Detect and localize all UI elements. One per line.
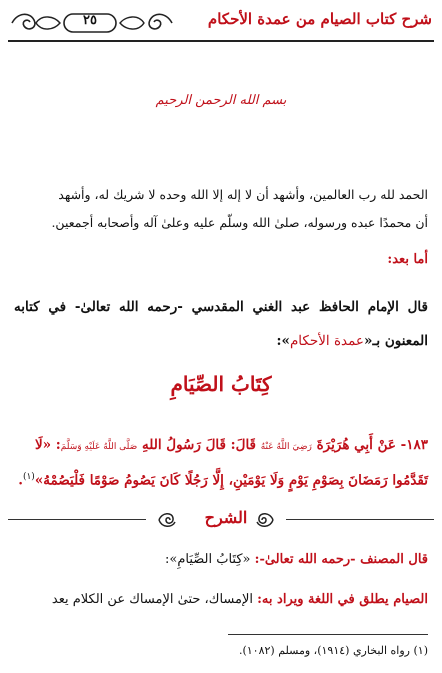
author-says: قال المصنف -رحمه الله تعالىٰ-: [254,552,428,567]
footnote-marker[interactable]: (١) [22,472,35,482]
running-title: شرح كتاب الصيام من عمدة الأحكام [207,10,432,28]
definition-lead: الصيام يطلق في اللغة ويراد به: [257,592,428,607]
divider-rule-right [286,519,434,520]
intro-line-1: الحمد لله رب العالمين، وأشهد أن لا إله إلا الله وحده لا شريك له، وأشهد [58,187,428,202]
divider-rule-left [8,519,146,520]
salla-formula: صَلَّى اللَّهُ عَلَيْهِ وَسَلَّمَ [60,442,138,452]
hadith-end: . [18,472,23,489]
intro-line-2: أن محمدًا عبده ورسوله، صلىٰ الله وسلّم عليه وعلىٰ آله وأصحابه أجمعين. [51,215,428,230]
sharh-heading: الشرح [204,508,248,527]
hadith-part-2: قَالَ: قَالَ رَسُولُ اللهِ [137,437,261,453]
sharh-ornament-right-icon [254,509,276,531]
preface-text: قال الإمام الحافظ عبد الغني المقدسي -رحمه الله تعالىٰ- في كتابه المعنون بـ« [14,299,428,349]
footnote-divider [228,634,428,635]
footnote: (١) رواه البخاري (١٩١٤)، ومسلم (١٠٨٢). [238,644,428,657]
hadith-part-3: : «لَا تَقَدَّمُوا رَمَضَانَ بِصَوْمِ يَوْمٍ وَلَا يَوْمَيْنِ، إِلَّا رَجُلًا كَانَ يَصُومُ صَوْمًا فَلْيَصُمْهُ» [34,437,428,489]
preface-text-end: »: [276,333,290,349]
preface-paragraph [14,290,428,358]
chapter-title: كِتَابُ الصِّيَامِ [170,372,272,396]
commentary-line-2 [52,592,428,607]
definition-text: الإمساك، حتىٰ الإمساك عن الكلام يعد [51,592,258,607]
sharh-ornament-left-icon [156,509,178,531]
header-divider [8,40,434,42]
sharh-divider [8,505,434,535]
hadith-text [14,430,428,496]
amma-bad-heading: أما بعد: [387,252,428,267]
hadith-part-1: ١٨٣- عَنْ أَبِي هُرَيْرَةَ [311,437,428,453]
page-header [8,6,434,40]
page-number: ٢٥ [83,13,97,28]
commentary-line-1 [165,552,428,567]
basmala: بسم الله الرحمن الرحيم [155,93,287,108]
book-reference: عمدة الأحكام [289,333,364,349]
quoted-title: «كِتَابُ الصِّيَامِ»: [164,552,255,567]
radi-formula: رَضِيَ اللَّهُ عَنْهُ [260,442,312,452]
